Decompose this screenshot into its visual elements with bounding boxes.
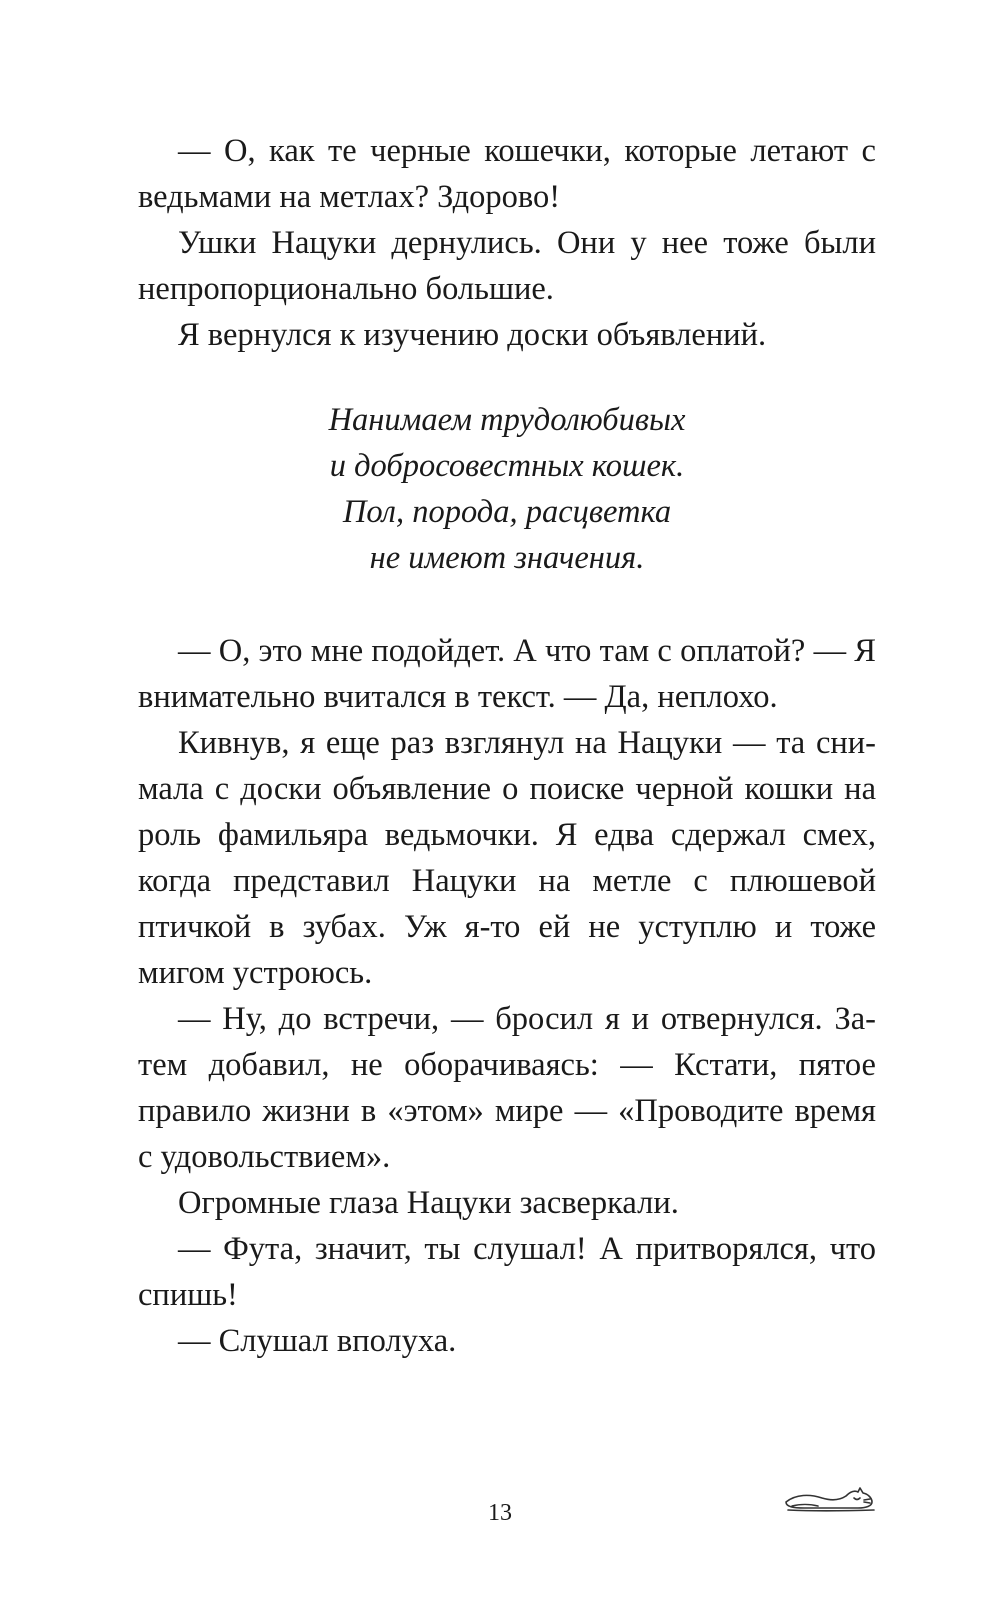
paragraph: Огромные глаза Нацуки засверкали. <box>178 1185 679 1221</box>
paragraph: — Ну, до встречи, — бросил я и отвернулся. Затем добавил, не оборачиваясь: — Кстати, пятое правило жизни в «этом» мире — «Проводите время с удовольствием». <box>138 1001 876 1175</box>
paragraph: — Слушал вполуха. <box>178 1323 457 1359</box>
page-number: 13 <box>488 1500 512 1526</box>
sleeping-cat-icon <box>780 1480 880 1514</box>
notice-line: не имеют значения. <box>369 540 645 576</box>
paragraph: — Фута, значит, ты слушал! А притворялся, что спишь! <box>138 1231 876 1313</box>
paragraph: — О, это мне подойдет. А что там с оплатой? — Я внимательно вчитался в текст. — Да, неплохо. <box>138 633 876 715</box>
paragraph: — О, как те черные кошечки, которые летают с ведьмами на метлах? Здорово! <box>138 133 876 215</box>
page-body <box>138 128 876 1364</box>
job-notice <box>138 397 876 581</box>
paragraph: Ушки Нацуки дернулись. Они у нее тоже были непропорционально большие. <box>138 225 876 307</box>
notice-line: и добросовестных кошек. <box>329 448 685 484</box>
paragraph: Кивнув, я еще раз взглянул на Нацуки — та снимала с доски объявление о поиске черной кошки на роль фамильяра ведьмочки. Я едва сдержал смех, когда представил Нацуки на метле с плюшевой птичкой в зубах. Уж я-то ей не уступлю и тоже мигом устроюсь. <box>138 725 876 991</box>
paragraph: Я вернулся к изучению доски объявлений. <box>178 317 767 353</box>
notice-line: Нанимаем трудолюбивых <box>328 402 686 438</box>
notice-line: Пол, порода, расцветка <box>342 494 672 530</box>
